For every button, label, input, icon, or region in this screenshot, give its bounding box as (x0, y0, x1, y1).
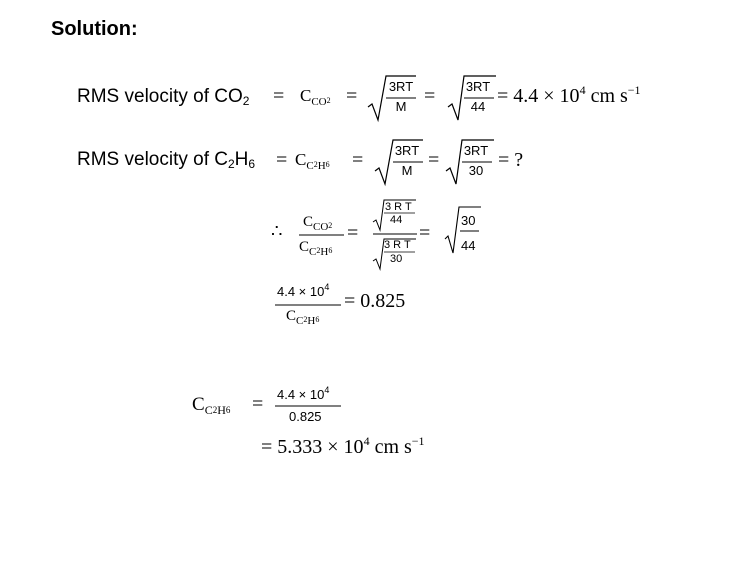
line4-den-c: C (286, 308, 297, 324)
line1-result-unit: cm s (585, 85, 628, 107)
line6-text: = 5.333 × 10 (261, 436, 364, 458)
line5-num (277, 387, 329, 402)
line2-frac-2 (461, 143, 491, 178)
line6-unit-sup: −1 (411, 434, 425, 448)
line3-left-den-sub2a: 2 (316, 246, 321, 255)
line2-c: C (295, 150, 307, 169)
line5-c-h: H (217, 403, 226, 417)
line1-c-symbol (300, 86, 331, 108)
line1-label-sub: 2 (242, 94, 250, 108)
line3-mid-top-den: 44 (390, 214, 403, 226)
line2-f2-den: 30 (468, 163, 484, 178)
line6-unit: cm s (369, 436, 412, 458)
line2-f1-num: 3RT (394, 143, 420, 158)
line4-den-h: H (307, 315, 316, 327)
line5-c-symbol (192, 394, 230, 418)
line3-left-num (303, 213, 332, 233)
line2-c-sub: C (306, 160, 314, 172)
line2-equals-3: = (428, 149, 440, 171)
line3-mid-bot-num: 3 R T (384, 239, 411, 251)
line2-c-sub-h: H (317, 160, 326, 172)
line4-den-sub: C (296, 315, 304, 327)
line1-f1-num: 3RT (388, 79, 414, 94)
therefore-symbol: ∴ (271, 221, 283, 241)
line3-left-den-sub2b: 6 (328, 246, 333, 255)
line4-den (286, 307, 319, 327)
line1-result-unit-sup: −1 (627, 83, 641, 97)
line1-f2-num: 3RT (465, 79, 491, 94)
line3-right-den: 44 (461, 238, 476, 253)
line2-equals-2: = (352, 149, 364, 171)
line4-den-sub2b: 6 (315, 315, 320, 324)
line2-f1-den: M (401, 163, 413, 178)
line1-equals-1: = (273, 85, 285, 107)
line3-left-den-sub: C (309, 246, 317, 258)
line3-mid-top-num: 3 R T (385, 201, 412, 213)
line1-result (497, 85, 641, 108)
line2-equals-1: = (276, 149, 288, 171)
line2-label-b: H (234, 149, 249, 170)
line1-label-text: RMS velocity of CO (77, 86, 243, 107)
line5-c: C (192, 394, 205, 415)
line1-result-sup: 4 (579, 83, 586, 97)
line4-num-text: 4.4 × 10 (277, 284, 325, 299)
line1-result-text: = 4.4 × 10 (497, 85, 580, 107)
line5-den: 0.825 (289, 409, 322, 424)
line3-equals-1: = (347, 222, 359, 244)
line6-sup: 4 (363, 434, 370, 448)
solution-heading: Solution: (51, 18, 138, 40)
line1-label (77, 86, 249, 108)
line5-num-text: 4.4 × 10 (277, 387, 325, 402)
line3-equals-2: = (419, 222, 431, 244)
line2-c-sub2a: 2 (313, 160, 318, 169)
line1-c-sub2: 2 (326, 96, 331, 105)
line2-label-sub2: 6 (248, 157, 256, 171)
line3-left-den (299, 238, 332, 258)
line6-result (261, 436, 425, 459)
line1-c: C (300, 86, 312, 105)
line3-mid-bot-den: 30 (390, 253, 403, 265)
line1-frac-1 (386, 79, 416, 114)
line5-equals: = (252, 393, 264, 415)
line1-f1-den: M (395, 99, 407, 114)
line3-left-den-c: C (299, 239, 310, 255)
line3-left-num-sub: CO (313, 221, 329, 233)
line2-label-a: RMS velocity of C (77, 149, 228, 170)
line1-f2-den: 44 (470, 99, 486, 114)
line4-result: = 0.825 (344, 290, 406, 312)
line3-left-fraction-bar (299, 234, 345, 237)
line2-c-symbol (295, 150, 330, 172)
line1-frac-2 (463, 79, 493, 114)
line2-label-sub1: 2 (227, 157, 235, 171)
line5-c-sub: C (204, 403, 213, 417)
line2-label (77, 149, 255, 171)
line5-num-sup: 4 (324, 385, 330, 395)
line3-left-num-c: C (303, 214, 314, 230)
line2-f2-num: 3RT (463, 143, 489, 158)
line1-equals-3: = (424, 85, 436, 107)
line2-frac-1 (392, 143, 422, 178)
line2-c-sub2b: 6 (325, 160, 330, 169)
line5-c-sub2a: 2 (212, 405, 218, 415)
line4-num-sup: 4 (324, 282, 330, 292)
line5-c-sub2b: 6 (225, 405, 231, 415)
line2-result: = ? (498, 149, 524, 171)
line4-num (277, 284, 329, 299)
line3-right-num: 30 (461, 213, 476, 228)
line3-left-num-sub2: 2 (328, 221, 333, 230)
line5-fraction-bar (275, 405, 343, 408)
line1-equals-2: = (346, 85, 358, 107)
line1-c-sub: CO (311, 96, 327, 108)
line4-den-sub2a: 2 (303, 315, 308, 324)
line3-left-den-h: H (320, 246, 329, 258)
